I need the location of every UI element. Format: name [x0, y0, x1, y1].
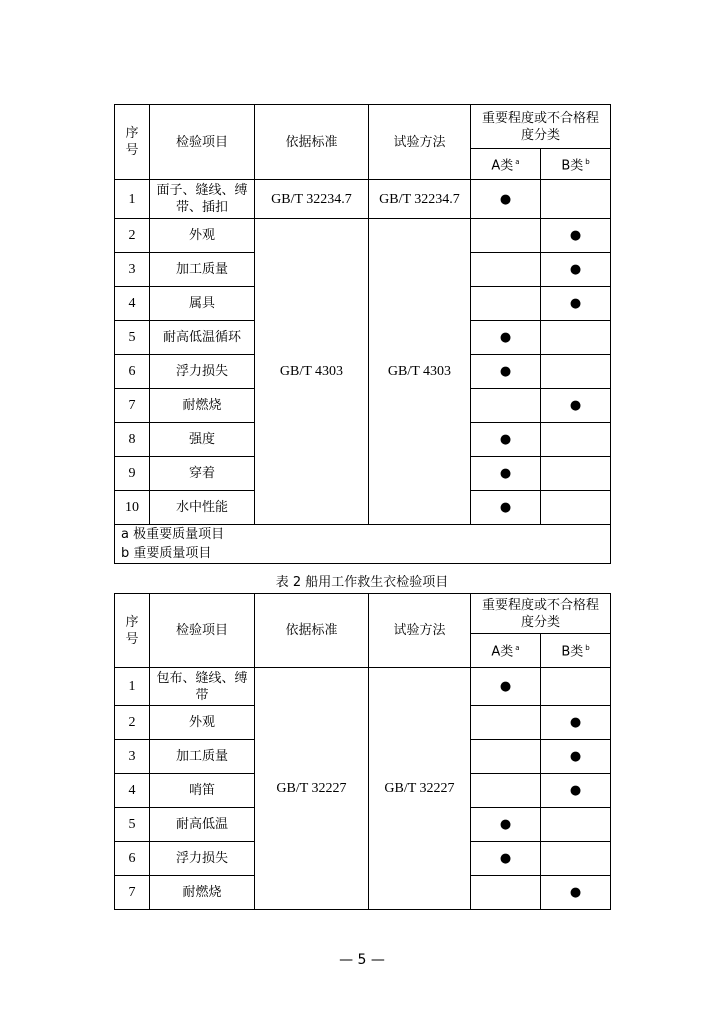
row-item: 面子、缝线、缚带、插扣	[150, 180, 255, 219]
row-no: 5	[115, 321, 150, 355]
table-row	[115, 219, 611, 253]
header-class-b: B类 $^b$	[541, 149, 611, 180]
row-class-b-mark: ●	[541, 740, 611, 774]
header-method: 试验方法	[369, 105, 471, 180]
merged-standard: GB/T 32227	[255, 668, 369, 910]
row-class-b-mark: ●	[541, 389, 611, 423]
table-row	[115, 180, 611, 219]
row-no: 1	[115, 180, 150, 219]
row-no: 4	[115, 774, 150, 808]
header-item: 检验项目	[150, 105, 255, 180]
row-no: 9	[115, 457, 150, 491]
row-class-a-mark: ●	[471, 842, 541, 876]
row-class-a-mark: ●	[471, 180, 541, 219]
row-class-a-mark	[471, 876, 541, 910]
row-item: 耐高低温循环	[150, 321, 255, 355]
header-standard: 依据标准	[255, 594, 369, 668]
row-class-a-mark: ●	[471, 491, 541, 525]
row-class-b-mark	[541, 355, 611, 389]
row-class-b-mark	[541, 180, 611, 219]
merged-method: GB/T 4303	[369, 219, 471, 525]
table-footnotes	[115, 525, 611, 564]
row-item: 加工质量	[150, 253, 255, 287]
row-no: 2	[115, 706, 150, 740]
table-row	[115, 668, 611, 706]
row-class-a-mark: ●	[471, 355, 541, 389]
row-no: 1	[115, 668, 150, 706]
footnote-b: b 重要质量项目	[121, 546, 212, 561]
row-item: 加工质量	[150, 740, 255, 774]
row-class-a-mark	[471, 253, 541, 287]
row-no: 8	[115, 423, 150, 457]
header-class-a: A类 $^a$	[471, 149, 541, 180]
row-no: 7	[115, 389, 150, 423]
row-class-a-mark	[471, 389, 541, 423]
row-item: 耐燃烧	[150, 389, 255, 423]
row-class-b-mark: ●	[541, 774, 611, 808]
row-no: 6	[115, 842, 150, 876]
row-item: 哨笛	[150, 774, 255, 808]
row-class-a-mark: ●	[471, 423, 541, 457]
header-standard: 依据标准	[255, 105, 369, 180]
row-method: GB/T 32234.7	[369, 180, 471, 219]
row-class-b-mark: ●	[541, 876, 611, 910]
row-item: 穿着	[150, 457, 255, 491]
page-number: — 5 —	[339, 952, 385, 968]
row-item: 浮力损失	[150, 355, 255, 389]
header-class-b: B类 $^b$	[541, 634, 611, 668]
inspection-table-1	[114, 104, 611, 564]
table-2-caption: 表 2 船用工作救生衣检验项目	[275, 575, 449, 590]
row-no: 4	[115, 287, 150, 321]
row-item: 外观	[150, 219, 255, 253]
header-method: 试验方法	[369, 594, 471, 668]
row-no: 7	[115, 876, 150, 910]
row-class-b-mark	[541, 668, 611, 706]
row-class-a-mark	[471, 774, 541, 808]
footnote-row	[115, 525, 611, 564]
row-no: 2	[115, 219, 150, 253]
row-class-b-mark: ●	[541, 706, 611, 740]
row-class-b-mark	[541, 423, 611, 457]
row-class-a-mark	[471, 740, 541, 774]
row-item: 耐燃烧	[150, 876, 255, 910]
row-class-b-mark	[541, 321, 611, 355]
header-no: 序号	[115, 105, 150, 180]
row-class-b-mark	[541, 808, 611, 842]
row-item: 包布、缝线、缚带	[150, 668, 255, 706]
row-class-a-mark: ●	[471, 668, 541, 706]
row-class-b-mark: ●	[541, 287, 611, 321]
row-class-b-mark: ●	[541, 253, 611, 287]
row-no: 6	[115, 355, 150, 389]
footnote-a: a 极重要质量项目	[121, 527, 225, 542]
header-class-a: A类 $^a$	[471, 634, 541, 668]
row-item: 强度	[150, 423, 255, 457]
row-class-b-mark	[541, 491, 611, 525]
row-class-a-mark	[471, 219, 541, 253]
row-standard: GB/T 32234.7	[255, 180, 369, 219]
header-severity: 重要程度或不合格程度分类	[471, 594, 611, 634]
row-class-a-mark	[471, 706, 541, 740]
row-class-b-mark	[541, 842, 611, 876]
row-no: 10	[115, 491, 150, 525]
row-item: 浮力损失	[150, 842, 255, 876]
row-class-b-mark: ●	[541, 219, 611, 253]
header-item: 检验项目	[150, 594, 255, 668]
row-item: 耐高低温	[150, 808, 255, 842]
header-no: 序号	[115, 594, 150, 668]
row-class-b-mark	[541, 457, 611, 491]
merged-standard: GB/T 4303	[255, 219, 369, 525]
row-item: 属具	[150, 287, 255, 321]
row-no: 5	[115, 808, 150, 842]
row-class-a-mark	[471, 287, 541, 321]
row-item: 水中性能	[150, 491, 255, 525]
row-no: 3	[115, 253, 150, 287]
row-class-a-mark: ●	[471, 321, 541, 355]
row-class-a-mark: ●	[471, 457, 541, 491]
row-item: 外观	[150, 706, 255, 740]
row-no: 3	[115, 740, 150, 774]
header-severity: 重要程度或不合格程度分类	[471, 105, 611, 149]
inspection-table-2	[114, 593, 611, 910]
merged-method: GB/T 32227	[369, 668, 471, 910]
row-class-a-mark: ●	[471, 808, 541, 842]
